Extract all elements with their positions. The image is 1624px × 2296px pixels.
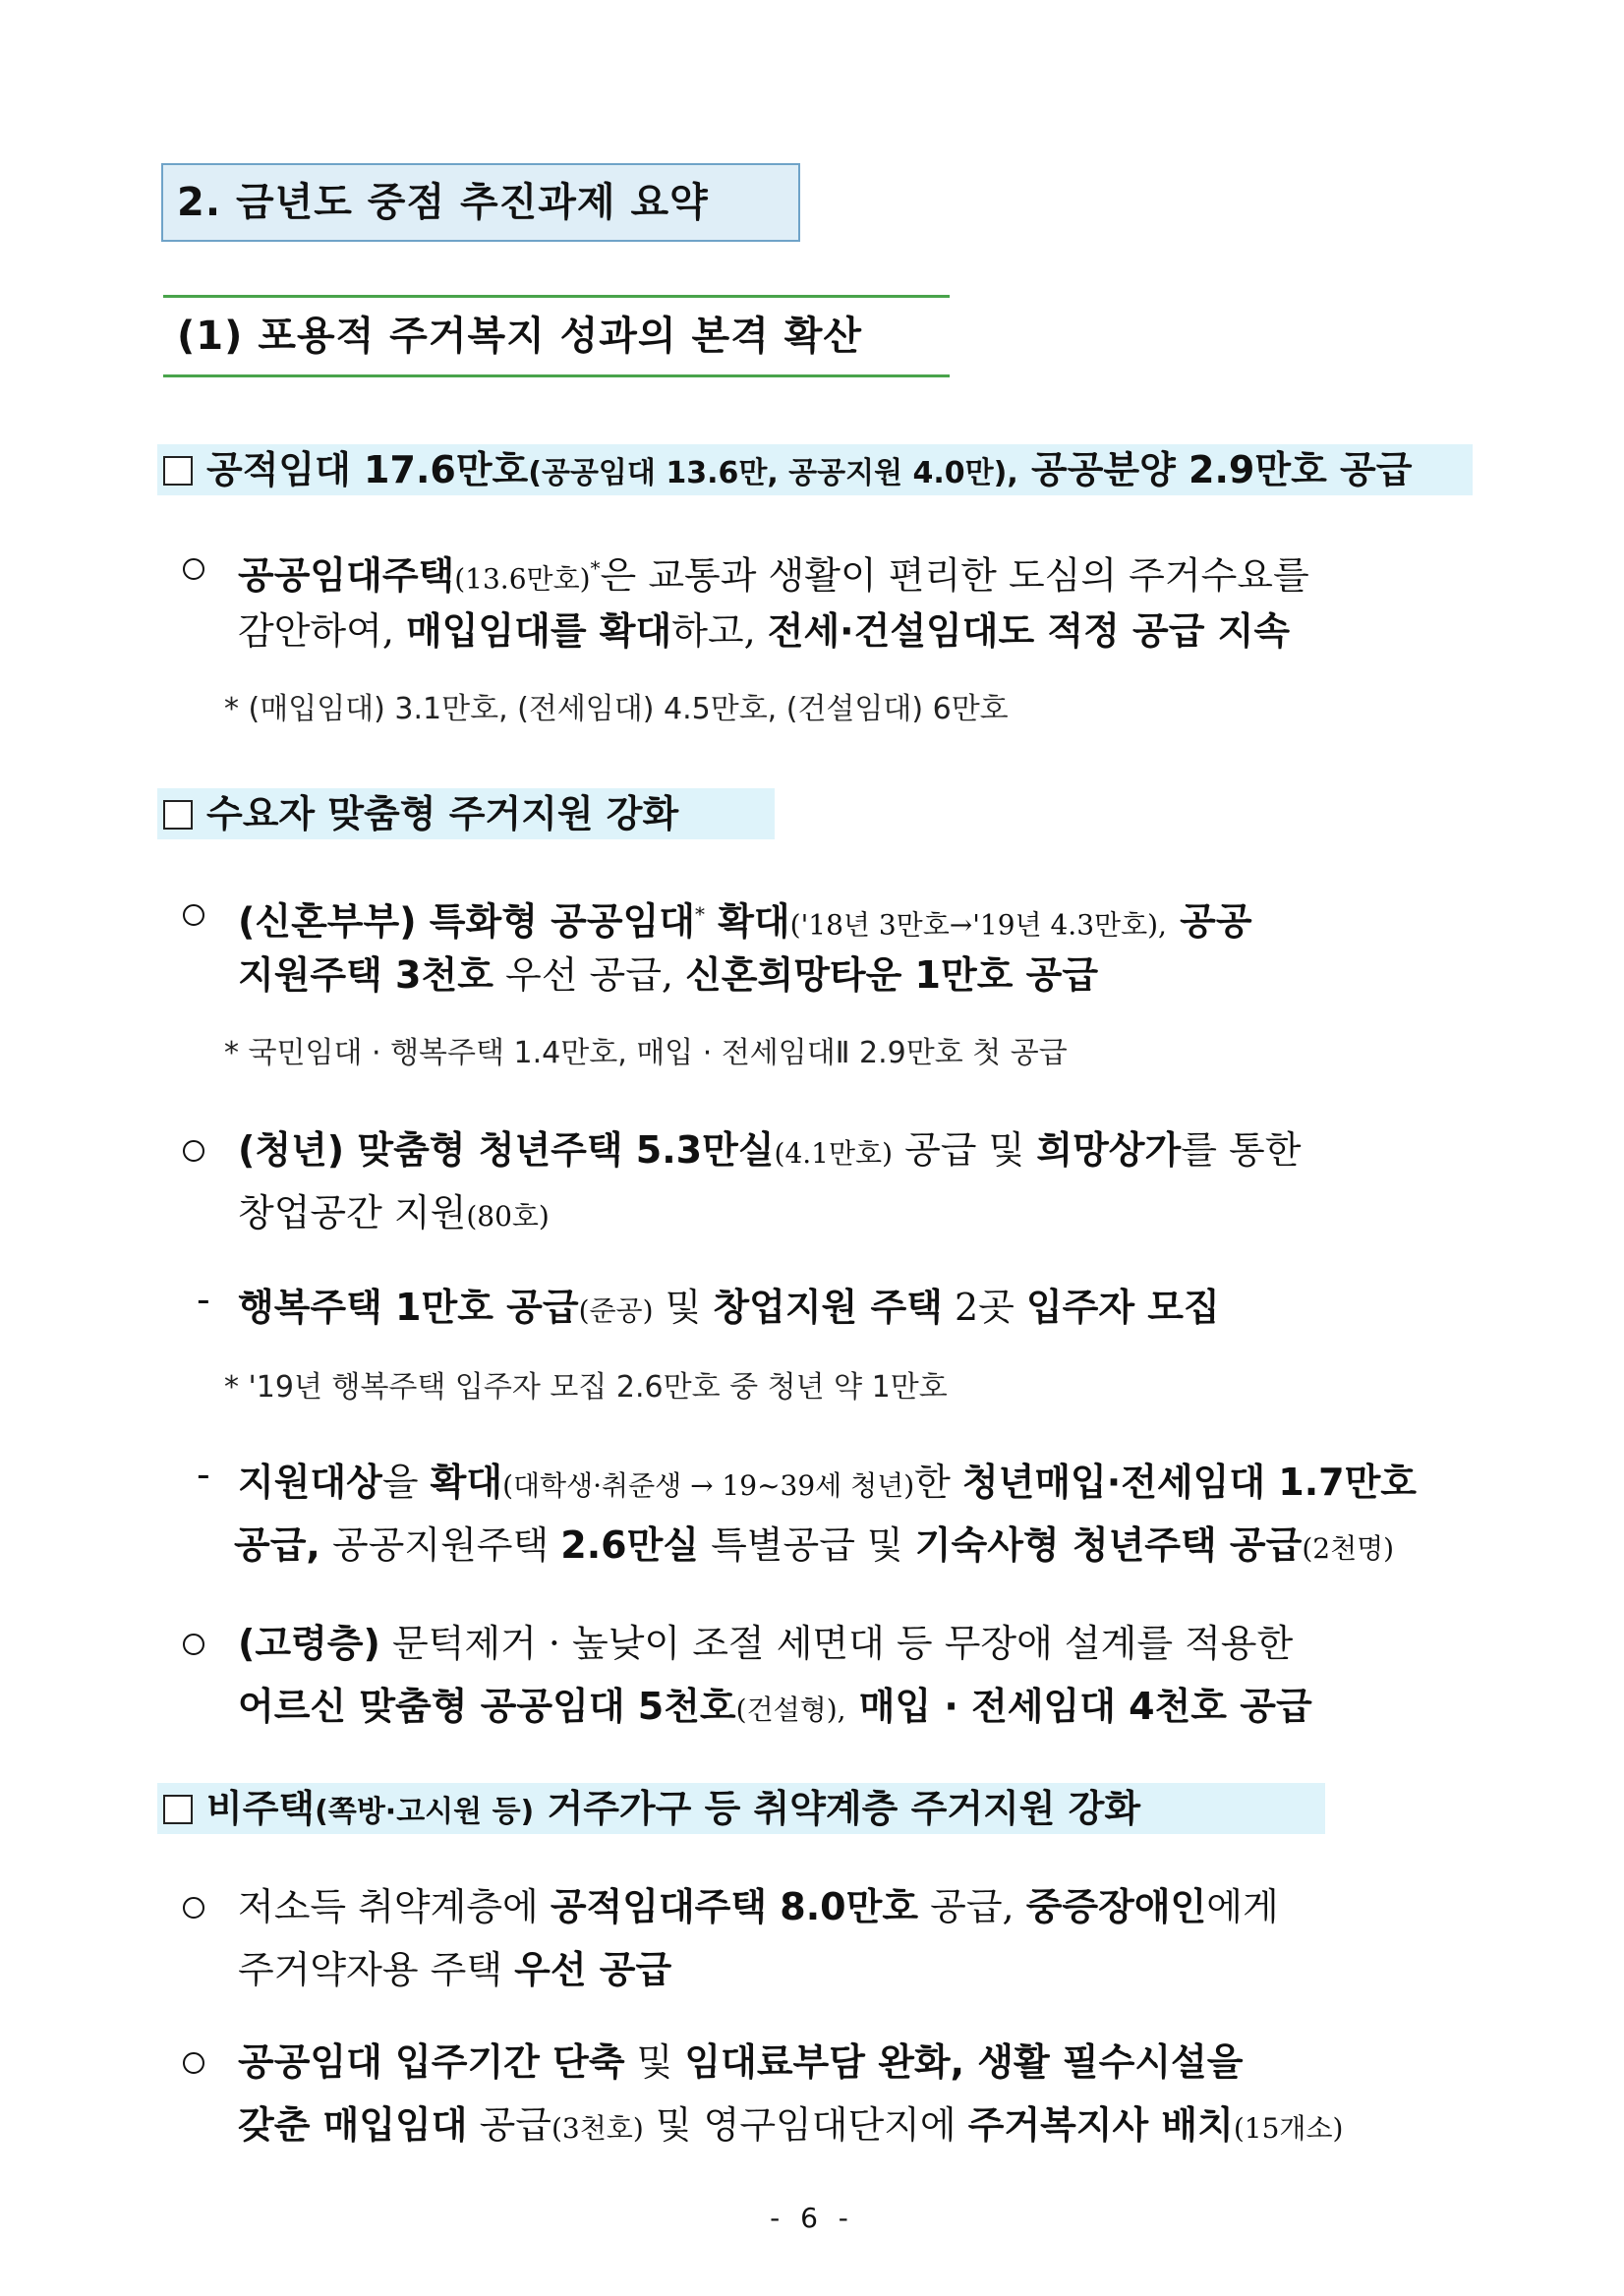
circle-bullet-icon: [183, 1140, 204, 1162]
circle-bullet-icon: [183, 1897, 204, 1919]
circle-bullet-icon: [183, 1634, 204, 1655]
heading-text: 공적임대 17.6만호: [206, 448, 529, 491]
circle-bullet-icon: [183, 2052, 204, 2074]
dash-bullet: -: [197, 1278, 210, 1321]
section-heading-vulnerable-groups: [157, 1783, 1325, 1834]
heading-text-small: (쪽방·고시원 등): [315, 1795, 535, 1829]
paragraph-line: 저소득 취약계층에 공적임대주택 8.0만호 공급, 중증장애인에게: [238, 1885, 1279, 1928]
dash-bullet: -: [197, 1453, 210, 1496]
page-number: - 6 -: [770, 2202, 854, 2234]
paragraph-line: 지원주택 3천호 우선 공급, 신혼희망타운 1만호 공급: [238, 953, 1099, 997]
paragraph-line: 지원대상을 확대(대학생·취준생 → 19~39세 청년)한 청년매입·전세임대 1.7만호: [238, 1461, 1417, 1504]
circle-bullet-icon: [183, 558, 204, 580]
paragraph-line: 공공임대 입주기간 단축 및 임대료부담 완화, 생활 필수시설을: [238, 2040, 1244, 2084]
circle-bullet-icon: [183, 904, 204, 926]
paragraph-line: 갖춘 매입임대 공급(3천호) 및 영구임대단지에 주거복지사 배치(15개소): [238, 2103, 1344, 2147]
paragraph-line: 공공임대주택(13.6만호)*은 교통과 생활이 편리한 도심의 주거수요를: [238, 553, 1309, 598]
paragraph-line: 감안하여, 매입임대를 확대하고, 전세·건설임대도 적정 공급 지속: [238, 609, 1291, 653]
heading-text: 수요자 맞춤형 주거지원 강화: [206, 792, 679, 835]
paragraph-line: 행복주택 1만호 공급(준공) 및 창업지원 주택 2곳 입주자 모집: [238, 1286, 1220, 1329]
heading-text: 거주가구 등 취약계층 주거지원 강화: [534, 1787, 1141, 1830]
paragraph-line: (고령층) 문턱제거 · 높낮이 조절 세면대 등 무장애 설계를 적용한: [238, 1622, 1294, 1665]
paragraph-line: 창업공간 지원(80호): [238, 1191, 550, 1234]
section-heading-public-rental: [157, 444, 1473, 495]
footnote: * (매입임대) 3.1만호, (전세임대) 4.5만호, (건설임대) 6만호: [224, 692, 1009, 726]
heading-text: 공공분양 2.9만호 공급: [1017, 448, 1413, 491]
checkbox-square-icon: [163, 1795, 193, 1824]
paragraph-line: 주거약자용 주택 우선 공급: [238, 1948, 672, 1991]
footnote: * 국민임대 · 행복주택 1.4만호, 매입 · 전세임대Ⅱ 2.9만호 첫 공급: [224, 1036, 1068, 1070]
section-heading-tailored-housing: [157, 788, 775, 839]
checkbox-square-icon: [163, 800, 193, 830]
section-title: 2. 금년도 중점 추진과제 요약: [161, 163, 800, 242]
checkbox-square-icon: [163, 456, 193, 486]
paragraph-line: (청년) 맞춤형 청년주택 5.3만실(4.1만호) 공급 및 희망상가를 통한: [238, 1128, 1302, 1172]
heading-text-small: (공공임대 13.6만, 공공지원 4.0만),: [528, 456, 1018, 490]
footnote: * '19년 행복주택 입주자 모집 2.6만호 중 청년 약 1만호: [224, 1370, 948, 1405]
paragraph-line: 공급, 공공지원주택 2.6만실 특별공급 및 기숙사형 청년주택 공급(2천명): [234, 1523, 1395, 1567]
heading-text: 비주택: [206, 1787, 316, 1830]
paragraph-line: (신혼부부) 특화형 공공임대* 확대('18년 3만호→'19년 4.3만호), 공공: [238, 899, 1252, 944]
subsection-title: (1) 포용적 주거복지 성과의 본격 확산: [163, 295, 950, 377]
paragraph-line: 어르신 맞춤형 공공임대 5천호(건설형), 매입 · 전세임대 4천호 공급: [238, 1685, 1312, 1728]
